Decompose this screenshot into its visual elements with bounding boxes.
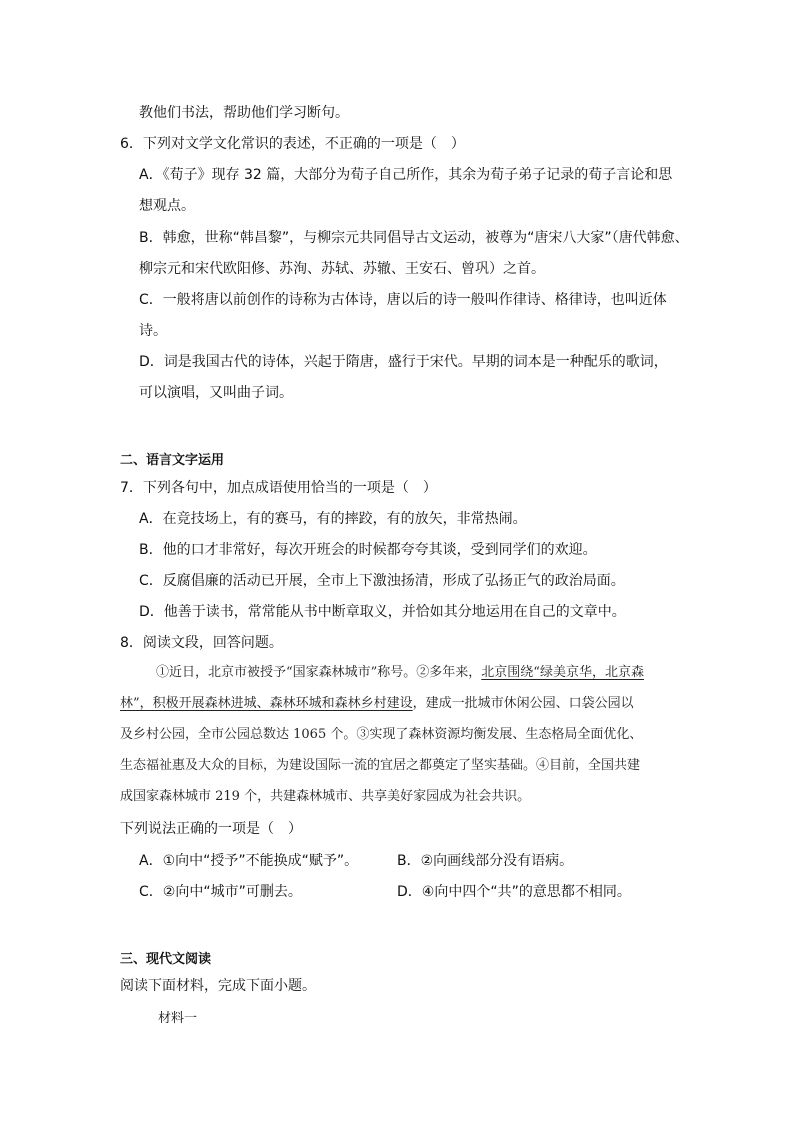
- option-c-line-2: 诗。: [139, 323, 167, 339]
- option-a: A．①向中“授予”不能换成“赋予”。: [139, 853, 359, 869]
- option-d: D．他善于读书，常常能从书中断章取义，并恰如其分地运用在自己的文章中。: [139, 604, 626, 620]
- option-b-line-1: B．韩愈，世称“韩昌黎”，与柳宗元共同倡导古文运动，被尊为“唐宋八大家”（唐代韩愈、: [139, 230, 689, 246]
- passage-line-1: [156, 664, 644, 682]
- question-8-stem: 8．阅读文段，回答问题。: [120, 635, 283, 651]
- underlined-text: 林”，积极开展森林进城、森林环城和森林乡村建设: [120, 696, 413, 711]
- option-a: A．在竞技场上，有的赛马，有的摔跤，有的放矢，非常热闹。: [139, 511, 527, 527]
- section-3-heading: 三、现代文阅读: [120, 952, 212, 967]
- option-b: B．他的口才非常好，每次开班会的时候都夸夸其谈，受到同学们的欢迎。: [139, 542, 597, 558]
- reading-passage: [120, 664, 676, 814]
- passage-line-2: [120, 695, 634, 713]
- option-a-line-2: 想观点。: [139, 198, 195, 214]
- passage-text: ，建成一批城市休闲公园、口袋公园以: [412, 696, 634, 711]
- option-a-line-1: A．《荀子》现存 32 篇，大部分为荀子自己所作，其余为荀子弟子记录的荀子言论和思: [139, 167, 673, 183]
- option-c: C．②向中“城市”可删去。: [139, 884, 302, 900]
- option-d: D．④向中四个“共”的意思都不相同。: [397, 884, 631, 900]
- passage-line-4: 生态福祉惠及大众的目标，为建设国际一流的宜居之都奠定了坚实基础。④目前，全国共建: [120, 758, 641, 773]
- passage-line-5: 成国家森林城市 219 个，共建森林城市、共享美好家园成为社会共识。: [120, 789, 531, 804]
- option-b: B．②向画线部分没有语病。: [397, 853, 574, 869]
- passage-text: ①近日，北京市被授予“国家森林城市”称号。②多年来，: [156, 665, 482, 680]
- underlined-text: 北京围绕“绿美京华，北京森: [481, 665, 644, 680]
- text-line: 教他们书法，帮助他们学习断句。: [139, 105, 349, 121]
- passage-line-3: 及乡村公园，全市公园总数达 1065 个。③实现了森林资源均衡发展、生态格局全面优化、: [120, 727, 643, 742]
- material-1-label: 材料一: [158, 1011, 198, 1026]
- option-d-line-1: D．词是我国古代的诗体，兴起于隋唐，盛行于宋代。早期的词本是一种配乐的歌词，: [139, 354, 668, 370]
- option-c: C．反腐倡廉的活动已开展，全市上下激浊扬清，形成了弘扬正气的政治局面。: [139, 573, 625, 589]
- question-6-stem: 6．下列对文学文化常识的表述，不正确的一项是（ ）: [120, 136, 465, 152]
- question-8-prompt: 下列说法正确的一项是（ ）: [120, 821, 302, 837]
- section-3-intro: 阅读下面材料，完成下面小题。: [120, 978, 316, 994]
- option-c-line-1: C．一般将唐以前创作的诗称为古体诗，唐以后的诗一般叫作律诗、格律诗，也叫近体: [139, 292, 667, 308]
- option-d-line-2: 可以演唱，又叫曲子词。: [139, 385, 293, 401]
- option-b-line-2: 柳宗元和宋代欧阳修、苏洵、苏轼、苏辙、王安石、曾巩）之首。: [139, 261, 545, 277]
- section-2-heading: 二、语言文字运用: [120, 453, 225, 468]
- question-7-stem: 7．下列各句中，加点成语使用恰当的一项是（ ）: [120, 480, 437, 496]
